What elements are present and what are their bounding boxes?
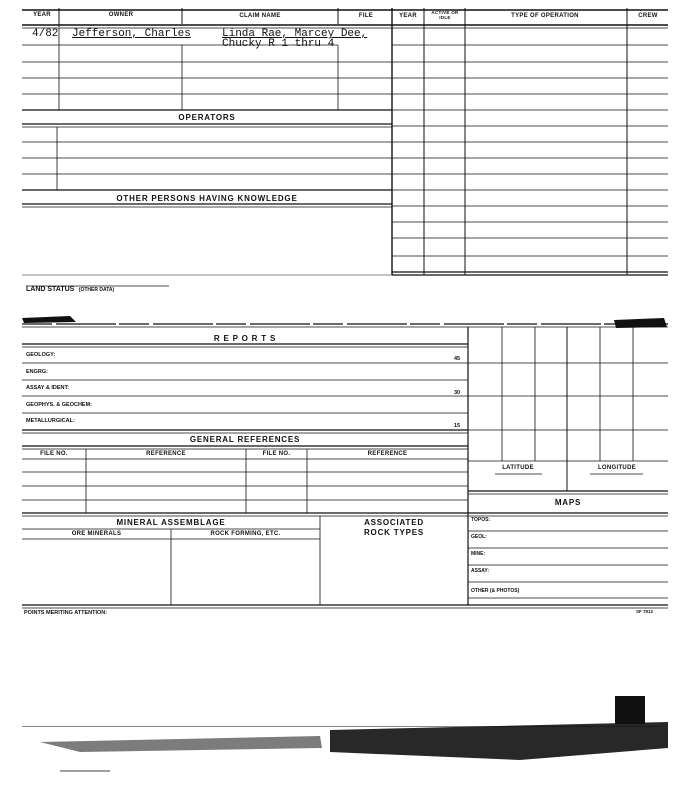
entry-owner: Jefferson, Charles — [72, 28, 191, 40]
header-claim-name: CLAIM NAME — [239, 13, 281, 19]
maps-geol: GEOL: — [471, 534, 487, 540]
points-meriting-attention: POINTS MERITING ATTENTION: — [24, 610, 108, 616]
land-status — [26, 278, 114, 296]
header-crew: CREW — [638, 13, 658, 19]
report-label-engrg: ENGRG: — [26, 369, 48, 375]
ore-minerals-header: ORE MINERALS — [71, 531, 122, 537]
form-code: SF 7912 — [636, 609, 654, 614]
maps-topos: TOPOS: — [471, 517, 491, 523]
land-status-label: LAND STATUS — [26, 286, 75, 293]
maps-mine: MINE: — [471, 551, 486, 557]
header-type-of-operation: TYPE OF OPERATION — [511, 13, 579, 19]
report-num-45: 45 — [454, 356, 461, 362]
associated-rock-types-1: ASSOCIATED — [364, 518, 424, 527]
entry-year: 4/82 — [32, 28, 59, 40]
report-num-30: 30 — [454, 390, 461, 396]
mineral-assemblage-title: MINERAL ASSEMBLAGE — [116, 518, 226, 527]
entry-claim-line-1: Linda Rae, Marcey Dee, — [222, 28, 368, 40]
rock-forming-header: ROCK FORMING, ETC. — [210, 531, 281, 537]
general-references-title: GENERAL REFERENCES — [189, 435, 301, 444]
header-year: YEAR — [33, 12, 51, 18]
header-year-2: YEAR — [399, 13, 417, 19]
associated-rock-types-2: ROCK TYPES — [363, 528, 424, 537]
latitude-label: LATITUDE — [502, 465, 534, 471]
header-owner: OWNER — [108, 12, 134, 18]
maps-other-photos: OTHER (& PHOTOS) — [471, 588, 520, 594]
reports-title: R E P O R T S — [213, 334, 277, 343]
other-persons-title: OTHER PERSONS HAVING KNOWLEDGE — [116, 194, 298, 203]
report-label-assay: ASSAY & IDENT: — [26, 385, 70, 391]
header-file: FILE — [358, 13, 374, 19]
ref-header-file-no-1: FILE NO. — [40, 451, 68, 457]
ref-header-reference-2: REFERENCE — [367, 451, 408, 457]
ref-header-file-no-2: FILE NO. — [262, 451, 291, 457]
longitude-label: LONGITUDE — [597, 465, 637, 471]
land-status-sub: (OTHER DATA) — [78, 287, 115, 293]
report-label-metallurgical: METALLURGICAL: — [26, 418, 75, 424]
header-active-idle: ACTIVE OR IDLE — [431, 10, 459, 20]
report-num-15: 15 — [454, 423, 461, 429]
maps-assay: ASSAY: — [471, 568, 490, 574]
entry-claim-line-2: Chucky R 1 thru 4 — [222, 38, 335, 50]
ref-header-reference-1: REFERENCE — [146, 451, 186, 457]
maps-title: MAPS — [554, 498, 582, 507]
report-label-geology: GEOLOGY: — [26, 352, 56, 358]
report-label-geophys: GEOPHYS. & GEOCHEM: — [26, 402, 93, 408]
operators-title: OPERATORS — [178, 113, 236, 122]
